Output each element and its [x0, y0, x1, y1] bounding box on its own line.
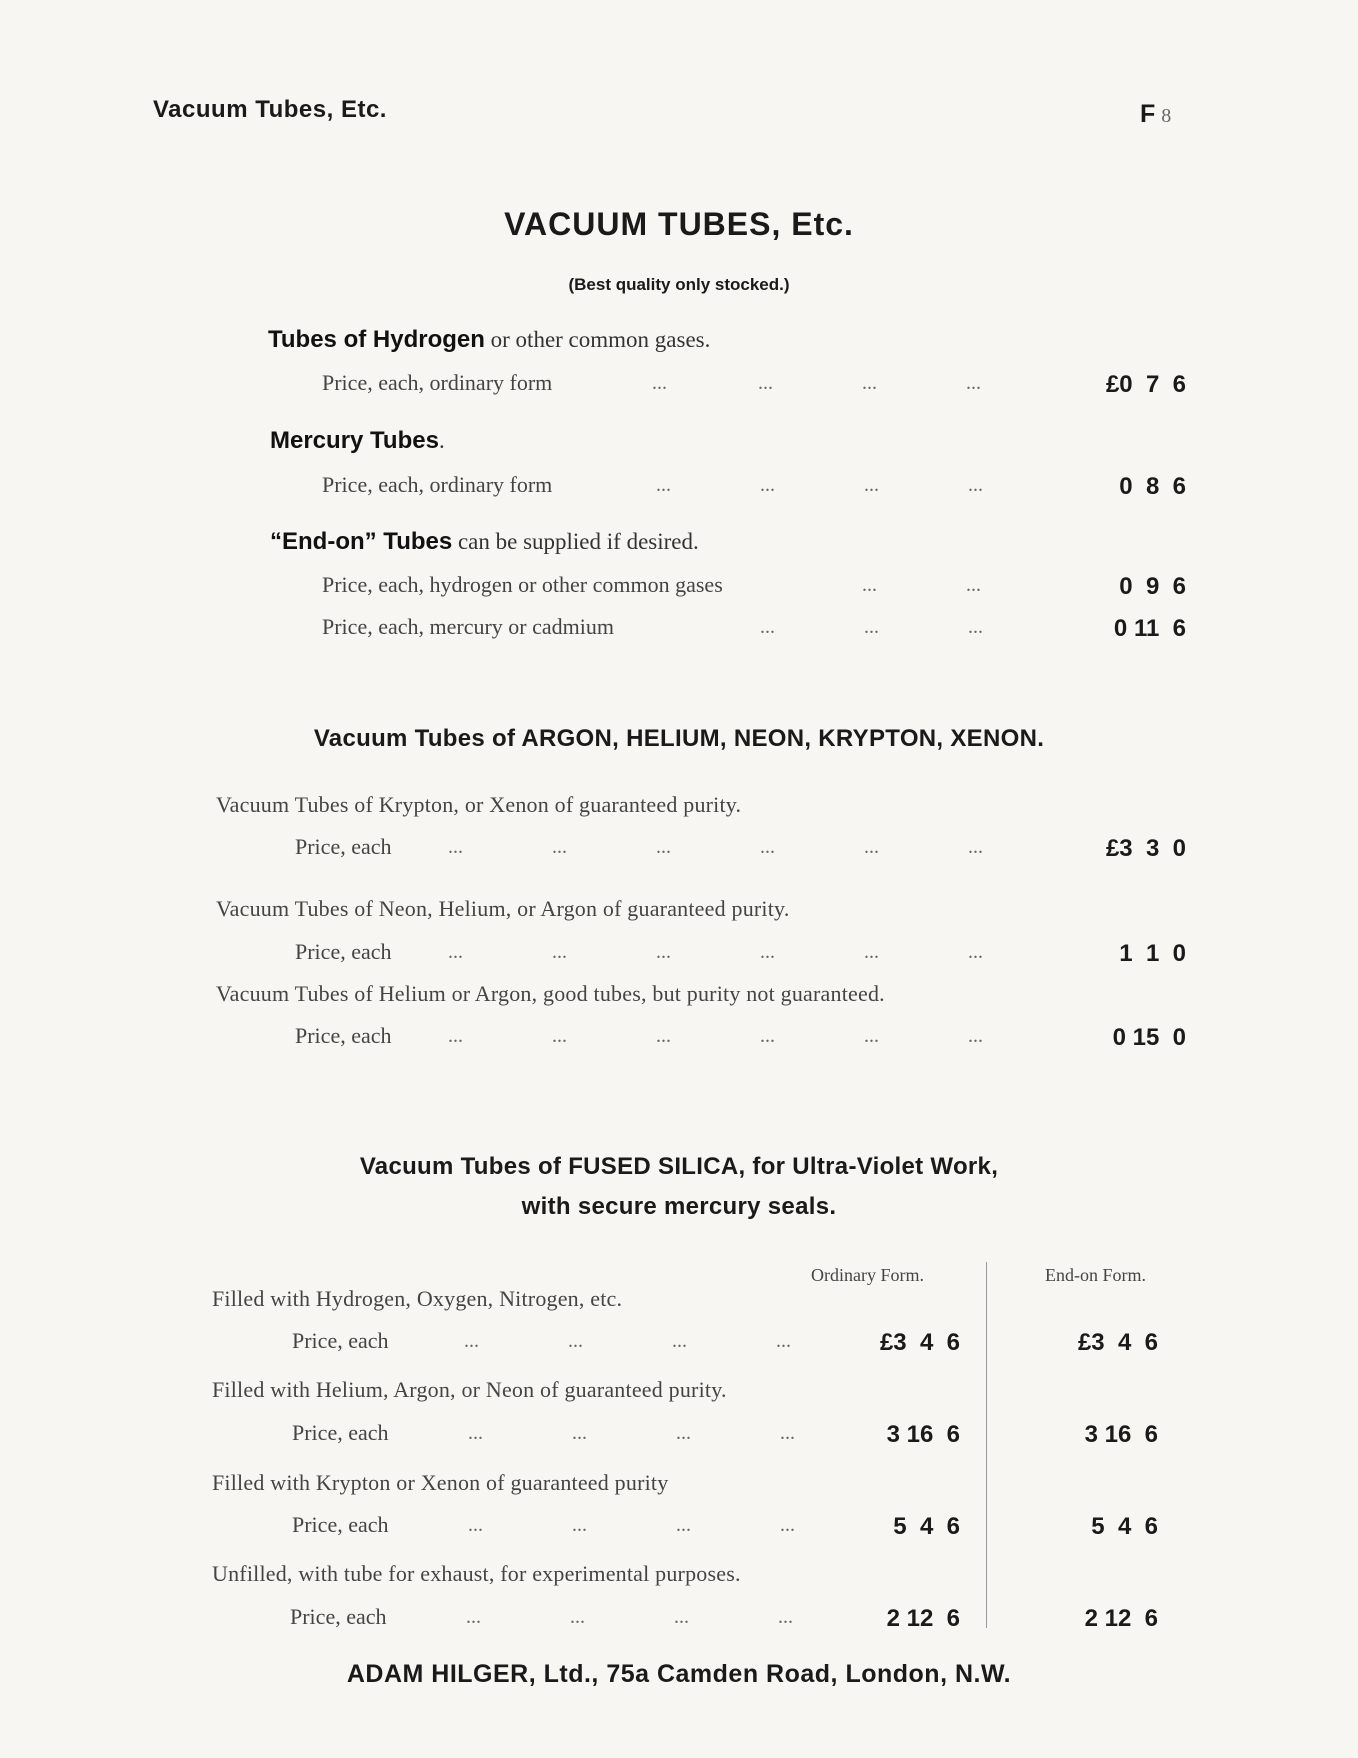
page-number-value: 8	[1161, 105, 1172, 127]
price-endon: 5 4 6	[1091, 1513, 1158, 1540]
item-rest: can be supplied if desired.	[457, 529, 699, 554]
leader-dots: ...	[674, 1606, 689, 1628]
leader-dots: ...	[968, 836, 983, 858]
leader-dots: ...	[760, 616, 775, 638]
price-label: Price, each	[295, 1023, 392, 1048]
leader-dots: ...	[466, 1606, 481, 1628]
leader-dots: ...	[778, 1606, 793, 1628]
leader-dots: ...	[864, 474, 879, 496]
leader-dots: ...	[552, 836, 567, 858]
price-ordinary: 5 4 6	[893, 1513, 960, 1540]
price-amount: 0 11 6	[1113, 615, 1186, 642]
leader-dots: ...	[864, 941, 879, 963]
leader-dots: ...	[864, 1025, 879, 1047]
leader-dots: ...	[570, 1606, 585, 1628]
leader-dots: ...	[760, 836, 775, 858]
leader-dots: ...	[656, 941, 671, 963]
item-description: Unfilled, with tube for exhaust, for experimental purposes.	[212, 1561, 741, 1586]
column-divider	[986, 1262, 987, 1628]
price-label: Price, each, mercury or cadmium	[322, 614, 614, 639]
leader-dots: ...	[780, 1422, 795, 1444]
column-header-ordinary: Ordinary Form.	[811, 1265, 924, 1285]
leader-dots: ...	[552, 1025, 567, 1047]
leader-dots: ...	[656, 1025, 671, 1047]
item-name: Tubes of Hydrogen	[268, 326, 485, 353]
item-description: Filled with Krypton or Xenon of guaranteed purity	[212, 1470, 669, 1495]
leader-dots: ...	[760, 474, 775, 496]
page-number	[1140, 100, 1171, 129]
section-letter: F	[1140, 100, 1156, 128]
leader-dots: ...	[468, 1422, 483, 1444]
leader-dots: ...	[864, 836, 879, 858]
leader-dots: ...	[676, 1514, 691, 1536]
leader-dots: ...	[760, 1025, 775, 1047]
price-amount: 0 8 6	[1119, 473, 1186, 500]
leader-dots: ...	[966, 372, 981, 394]
leader-dots: ...	[676, 1422, 691, 1444]
item-name: Mercury Tubes	[270, 427, 439, 454]
leader-dots: ...	[862, 574, 877, 596]
item-heading	[268, 326, 710, 354]
price-label: Price, each	[292, 1420, 389, 1445]
leader-dots: ...	[468, 1514, 483, 1536]
section-heading-silica: Vacuum Tubes of FUSED SILICA, for Ultra-Violet Work,	[359, 1153, 999, 1180]
leader-dots: ...	[776, 1330, 791, 1352]
leader-dots: ...	[448, 836, 463, 858]
page-title: VACUUM TUBES, Etc.	[504, 206, 854, 242]
leader-dots: ...	[568, 1330, 583, 1352]
leader-dots: ...	[656, 836, 671, 858]
price-amount: 0 15 0	[1112, 1024, 1186, 1051]
price-endon: £3 4 6	[1077, 1329, 1158, 1356]
column-header-endon: End-on Form.	[1045, 1265, 1146, 1285]
leader-dots: ...	[968, 616, 983, 638]
item-rest: .	[438, 428, 445, 453]
item-name: “End-on” Tubes	[270, 528, 453, 555]
leader-dots: ...	[760, 941, 775, 963]
price-label: Price, each	[292, 1328, 389, 1353]
price-label: Price, each	[295, 939, 392, 964]
item-description: Filled with Hydrogen, Oxygen, Nitrogen, etc.	[212, 1286, 623, 1311]
page-subtitle: (Best quality only stocked.)	[568, 275, 790, 294]
price-label: Price, each, ordinary form	[322, 472, 553, 497]
item-description: Vacuum Tubes of Helium or Argon, good tubes, but purity not guaranteed.	[216, 981, 885, 1006]
price-label: Price, each	[290, 1604, 387, 1629]
leader-dots: ...	[864, 616, 879, 638]
item-description: Filled with Helium, Argon, or Neon of guaranteed purity.	[212, 1377, 727, 1402]
leader-dots: ...	[552, 941, 567, 963]
leader-dots: ...	[968, 941, 983, 963]
price-amount: 1 1 0	[1119, 940, 1186, 967]
leader-dots: ...	[448, 941, 463, 963]
leader-dots: ...	[572, 1514, 587, 1536]
price-label: Price, each	[295, 834, 392, 859]
leader-dots: ...	[862, 372, 877, 394]
price-label: Price, each	[292, 1512, 389, 1537]
leader-dots: ...	[572, 1422, 587, 1444]
leader-dots: ...	[652, 372, 667, 394]
price-label: Price, each, hydrogen or other common gases	[322, 572, 723, 597]
item-description: Vacuum Tubes of Krypton, or Xenon of guaranteed purity.	[216, 792, 742, 817]
leader-dots: ...	[448, 1025, 463, 1047]
price-endon: 3 16 6	[1084, 1421, 1158, 1448]
price-amount: 0 9 6	[1119, 573, 1186, 600]
leader-dots: ...	[758, 372, 773, 394]
price-amount: £3 3 0	[1105, 835, 1186, 862]
price-ordinary: £3 4 6	[879, 1329, 960, 1356]
leader-dots: ...	[966, 574, 981, 596]
item-heading	[270, 528, 699, 556]
running-head: Vacuum Tubes, Etc.	[153, 96, 387, 123]
leader-dots: ...	[464, 1330, 479, 1352]
leader-dots: ...	[968, 1025, 983, 1047]
price-label: Price, each, ordinary form	[322, 370, 553, 395]
price-endon: 2 12 6	[1084, 1605, 1158, 1632]
item-description: Vacuum Tubes of Neon, Helium, or Argon of guaranteed purity.	[216, 896, 790, 921]
leader-dots: ...	[780, 1514, 795, 1536]
leader-dots: ...	[656, 474, 671, 496]
price-ordinary: 3 16 6	[886, 1421, 960, 1448]
item-heading	[270, 427, 445, 455]
price-amount: £0 7 6	[1105, 371, 1186, 398]
section-heading-silica-sub: with secure mercury seals.	[521, 1193, 837, 1220]
price-ordinary: 2 12 6	[886, 1605, 960, 1632]
section-heading-rare-gases: Vacuum Tubes of ARGON, HELIUM, NEON, KRYPTON, XENON.	[313, 725, 1045, 752]
footer-address: ADAM HILGER, Ltd., 75a Camden Road, London, N.W.	[346, 1660, 1012, 1688]
leader-dots: ...	[672, 1330, 687, 1352]
leader-dots: ...	[968, 474, 983, 496]
item-rest: or other common gases.	[490, 327, 711, 352]
